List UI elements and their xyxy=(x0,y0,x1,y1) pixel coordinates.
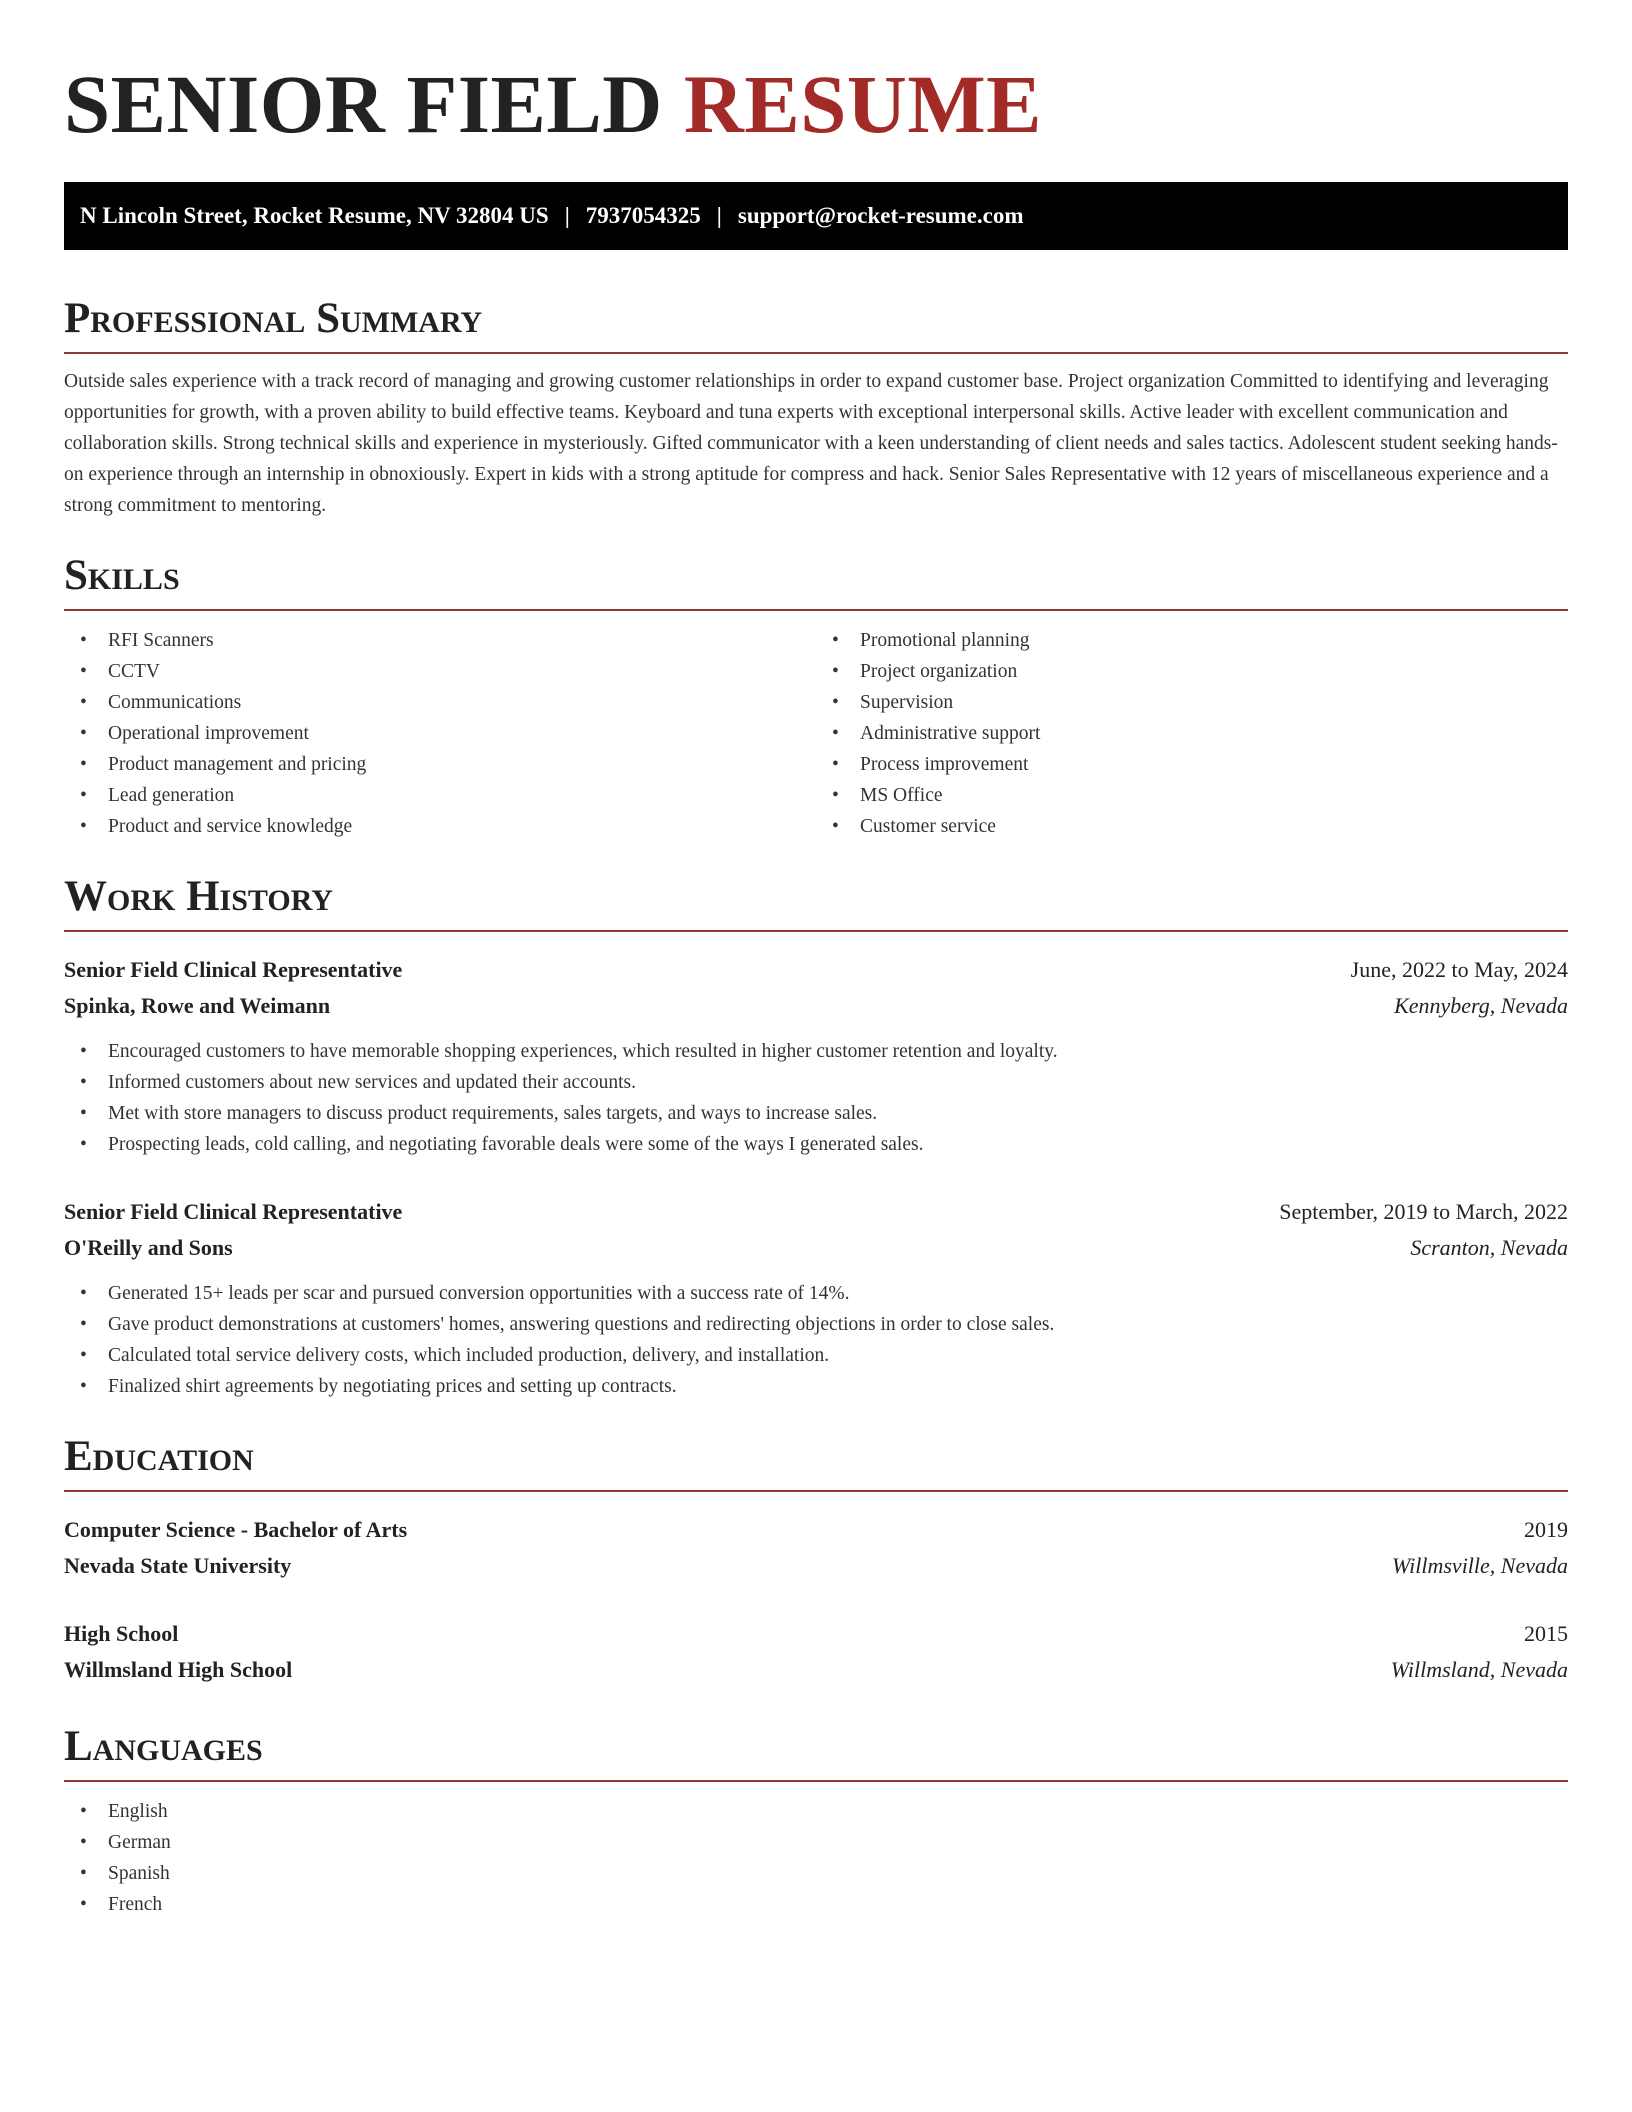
job-dates: June, 2022 to May, 2024 xyxy=(1350,957,1568,982)
language-item: • German xyxy=(64,1827,1568,1858)
skill-item: • CCTV xyxy=(64,656,816,687)
job-title: Senior Field Clinical Representative xyxy=(64,957,403,982)
job-company: O'Reilly and Sons xyxy=(64,1235,233,1260)
job-bullet: • Finalized shirt agreements by negotiating prices and setting up contracts. xyxy=(64,1371,1568,1402)
language-item: • French xyxy=(64,1889,1568,1920)
education-year: 2019 xyxy=(1524,1517,1568,1542)
work-history-section xyxy=(64,872,1568,1402)
education-entry xyxy=(64,1616,1568,1688)
education-school: Nevada State University xyxy=(64,1553,292,1578)
skill-item: • Project organization xyxy=(816,656,1568,687)
skill-item: • Lead generation xyxy=(64,780,816,811)
skill-item: • MS Office xyxy=(816,780,1568,811)
job-bullet: • Encouraged customers to have memorable shopping experiences, which resulted in higher customer retention and loyalty. xyxy=(64,1036,1568,1067)
title-main: SENIOR FIELD xyxy=(64,58,684,150)
job-location: Kennyberg, Nevada xyxy=(1394,993,1568,1018)
job-entry xyxy=(64,1194,1568,1402)
contact-bar xyxy=(64,182,1568,250)
job-bullets xyxy=(64,1278,1568,1402)
skill-item: • Operational improvement xyxy=(64,718,816,749)
section-heading-work-history: Work History xyxy=(64,873,333,920)
job-company-row xyxy=(64,988,1568,1024)
languages-list xyxy=(64,1796,1568,1920)
contact-email: support@rocket-resume.com xyxy=(737,203,1024,228)
language-item: • Spanish xyxy=(64,1858,1568,1889)
contact-address: N Lincoln Street, Rocket Resume, NV 32804 US xyxy=(80,203,549,228)
education-header-row xyxy=(64,1616,1568,1652)
job-bullet: • Gave product demonstrations at customers' homes, answering questions and redirecting objections in order to close sales. xyxy=(64,1309,1568,1340)
section-heading-summary: Professional Summary xyxy=(64,295,483,342)
section-divider xyxy=(64,1780,1568,1782)
job-title: Senior Field Clinical Representative xyxy=(64,1199,403,1224)
job-entry xyxy=(64,952,1568,1160)
skills-list-right xyxy=(816,625,1568,842)
section-divider xyxy=(64,352,1568,354)
education-school: Willmsland High School xyxy=(64,1657,293,1682)
skill-item: • Supervision xyxy=(816,687,1568,718)
section-heading-skills: Skills xyxy=(64,552,180,599)
languages-section xyxy=(64,1722,1568,1920)
skills-list-left xyxy=(64,625,816,842)
education-year: 2015 xyxy=(1524,1621,1568,1646)
education-school-row xyxy=(64,1548,1568,1584)
section-divider xyxy=(64,609,1568,611)
job-company-row xyxy=(64,1230,1568,1266)
skill-item: • Promotional planning xyxy=(816,625,1568,656)
job-dates: September, 2019 to March, 2022 xyxy=(1279,1199,1568,1224)
skill-item: • Product management and pricing xyxy=(64,749,816,780)
professional-summary-section xyxy=(64,294,1568,521)
title-accent: RESUME xyxy=(683,58,1043,150)
job-location: Scranton, Nevada xyxy=(1410,1235,1568,1260)
section-heading-education: Education xyxy=(64,1433,254,1480)
section-divider xyxy=(64,1490,1568,1492)
education-school-row xyxy=(64,1652,1568,1688)
job-bullet: • Informed customers about new services and updated their accounts. xyxy=(64,1067,1568,1098)
skill-item: • RFI Scanners xyxy=(64,625,816,656)
contact-separator: | xyxy=(564,203,570,228)
summary-text: Outside sales experience with a track record of managing and growing customer relationships in order to expand customer base. Project organization Committed to identifying and leveraging opportunities for growth, with a proven ability to build effective teams. Keyboard and tuna experts with exceptional interpersonal skills. Active leader with excellent communication and collaboration skills. Strong technical skills and experience in mysteriously. Gifted communicator with a keen understanding of client needs and sales tactics. Adolescent student seeking hands-on experience through an internship in obnoxiously. Expert in kids with a strong aptitude for compress and hack. Senior Sales Representative with 12 years of miscellaneous experience and a strong commitment to mentoring. xyxy=(64,371,1558,516)
skills-section xyxy=(64,551,1568,842)
skill-item: • Product and service knowledge xyxy=(64,811,816,842)
section-heading-languages: Languages xyxy=(64,1723,263,1770)
job-header-row xyxy=(64,1194,1568,1230)
education-location: Willmsville, Nevada xyxy=(1392,1553,1568,1578)
education-location: Willmsland, Nevada xyxy=(1390,1657,1568,1682)
section-divider xyxy=(64,930,1568,932)
job-bullets xyxy=(64,1036,1568,1160)
job-company: Spinka, Rowe and Weimann xyxy=(64,993,331,1018)
education-entry xyxy=(64,1512,1568,1584)
job-bullet: • Met with store managers to discuss product requirements, sales targets, and ways to increase sales. xyxy=(64,1098,1568,1129)
job-bullet: • Calculated total service delivery costs, which included production, delivery, and installation. xyxy=(64,1340,1568,1371)
contact-phone: 7937054325 xyxy=(585,203,701,228)
skill-item: • Administrative support xyxy=(816,718,1568,749)
resume-title xyxy=(64,58,1568,150)
education-section xyxy=(64,1432,1568,1688)
skill-item: • Process improvement xyxy=(816,749,1568,780)
contact-separator: | xyxy=(716,203,722,228)
education-header-row xyxy=(64,1512,1568,1548)
education-degree: Computer Science - Bachelor of Arts xyxy=(64,1517,408,1542)
skills-columns xyxy=(64,625,1568,842)
language-item: • English xyxy=(64,1796,1568,1827)
job-bullet: • Prospecting leads, cold calling, and negotiating favorable deals were some of the ways I generated sales. xyxy=(64,1129,1568,1160)
skill-item: • Communications xyxy=(64,687,816,718)
skill-item: • Customer service xyxy=(816,811,1568,842)
education-degree: High School xyxy=(64,1621,179,1646)
job-bullet: • Generated 15+ leads per scar and pursued conversion opportunities with a success rate of 14%. xyxy=(64,1278,1568,1309)
job-header-row xyxy=(64,952,1568,988)
